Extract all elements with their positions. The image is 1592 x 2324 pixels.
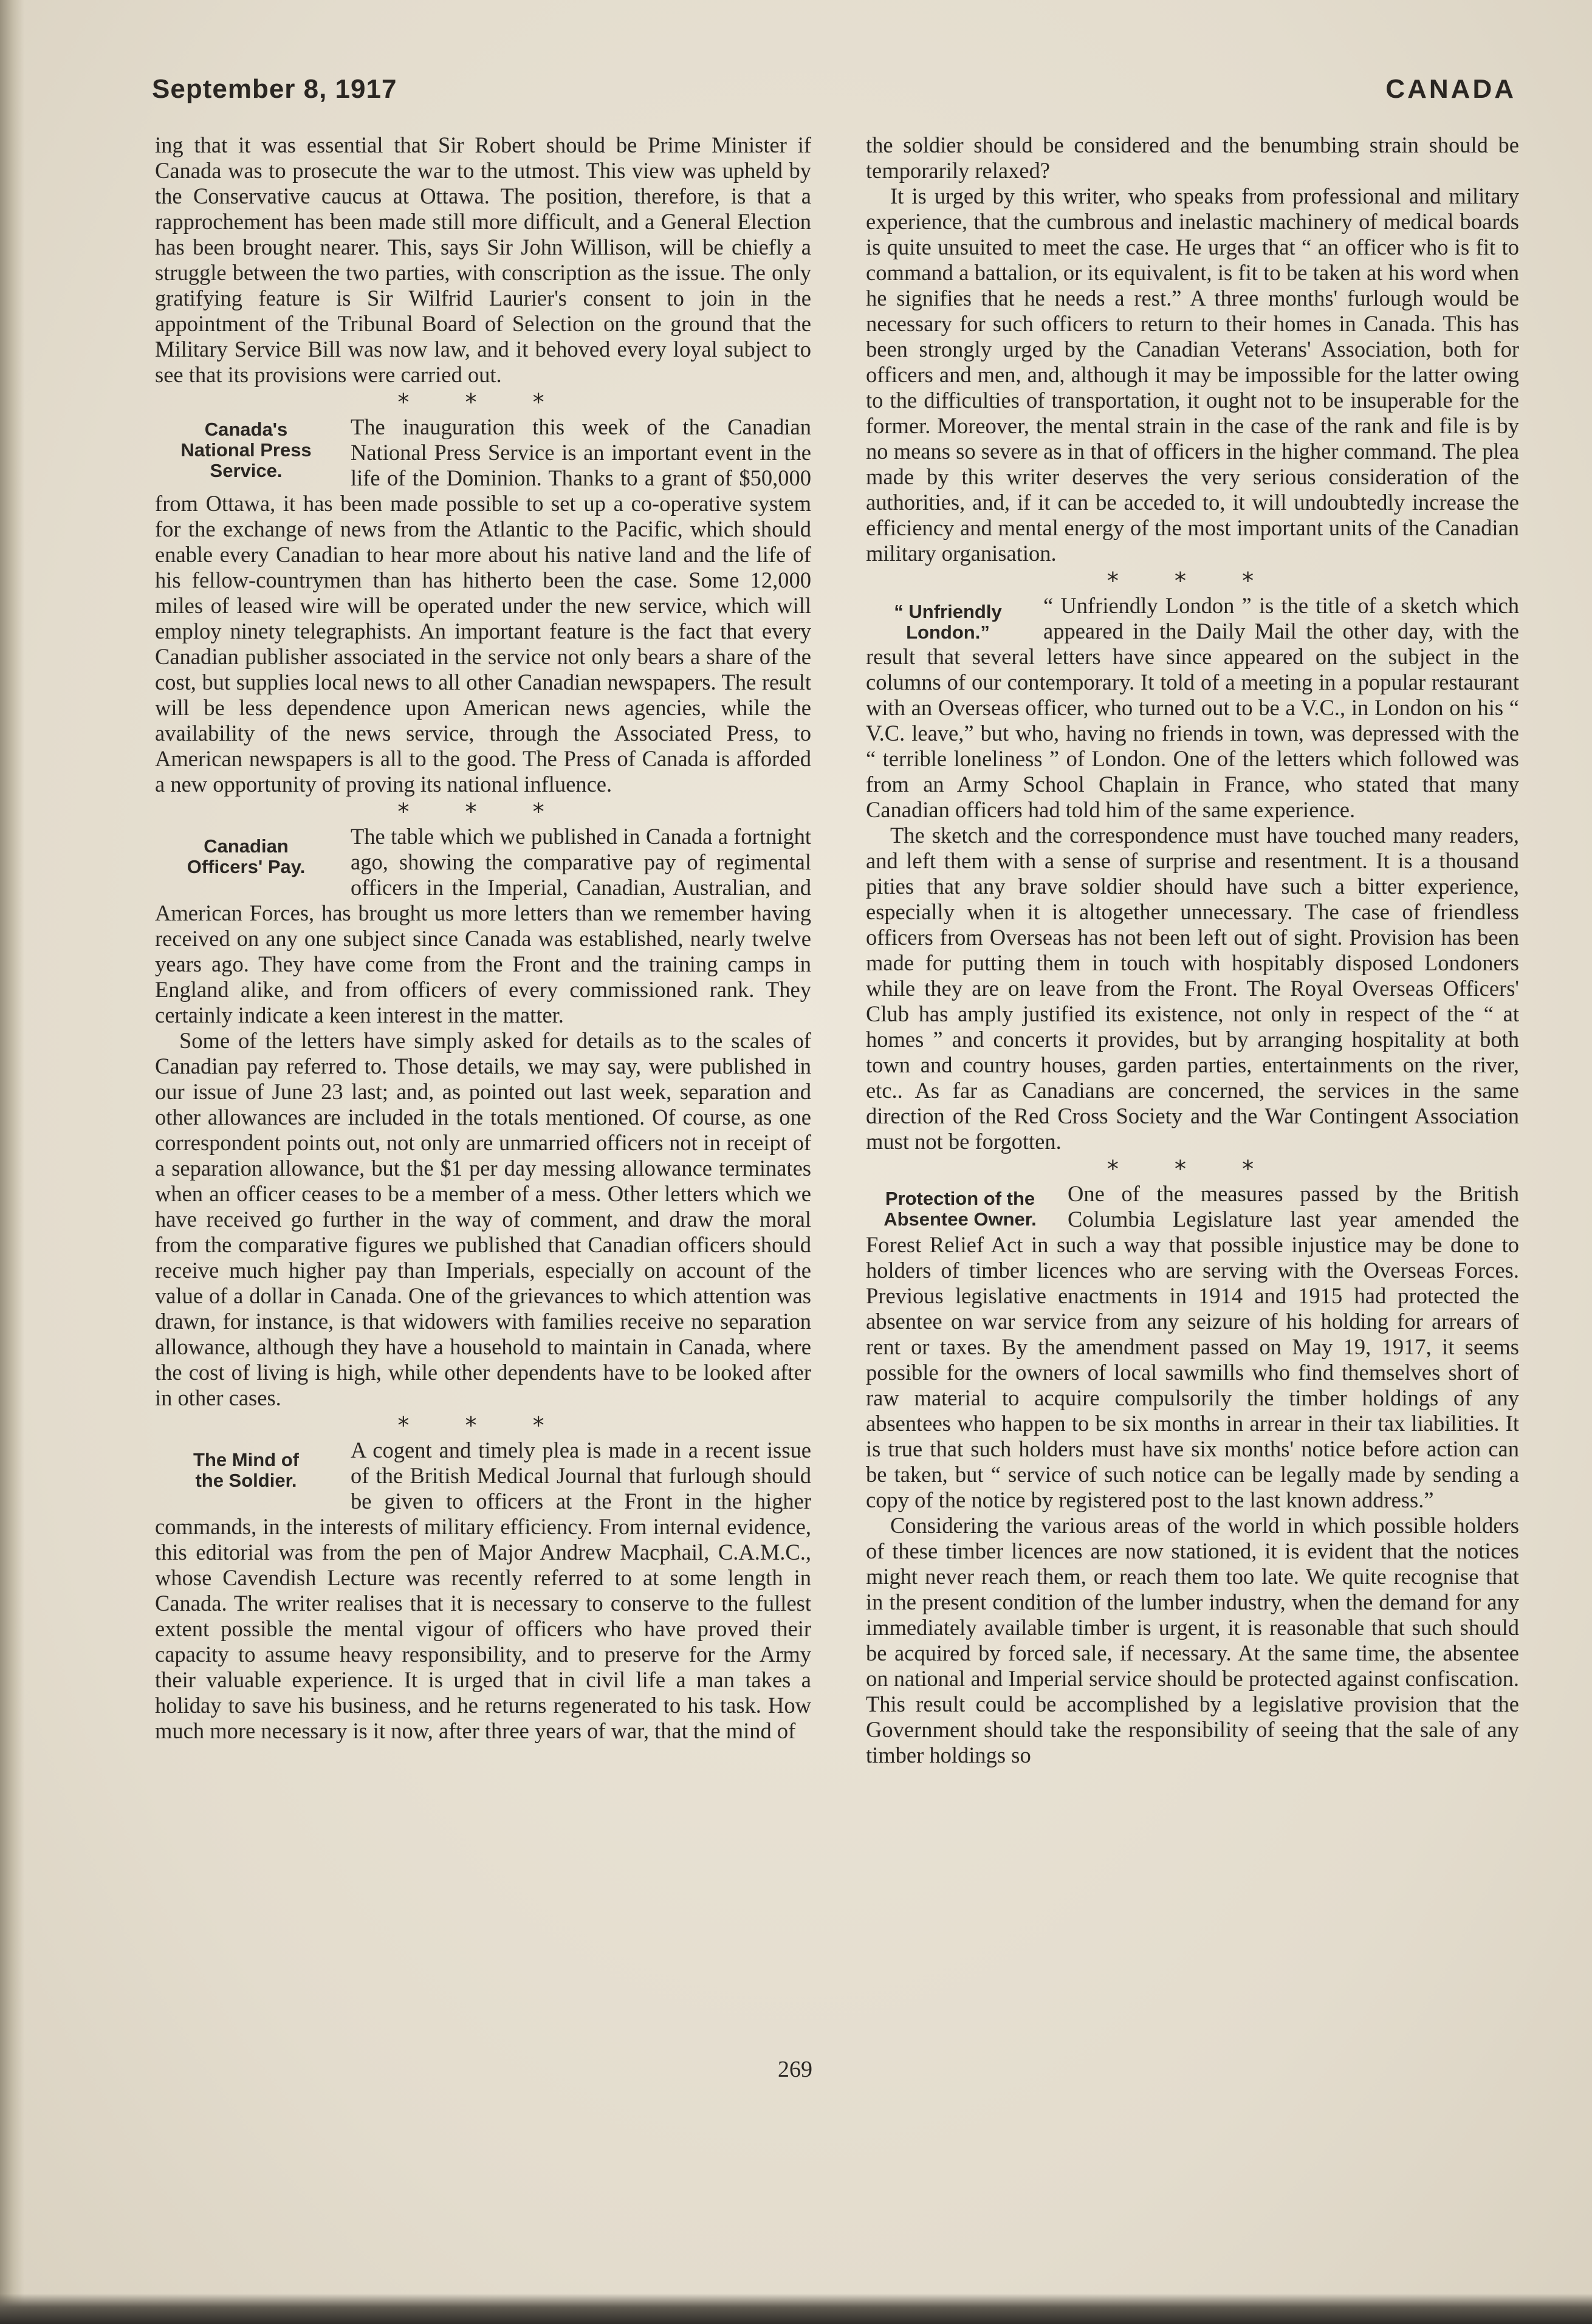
left-column	[155, 132, 811, 1744]
page-binding-shadow	[0, 0, 24, 2324]
page-number: 269	[778, 2057, 812, 2082]
section-divider: * * *	[397, 798, 569, 825]
section-body: One of the measures passed by the British Columbia Legislature last year amended the Forest Relief Act in such a way that possible injustice may be done to holders of timber licences who are serving with the Overseas Forces. Previous legislative enactments in 1914 and 1915 had protected the absentee on war service from any seizure of his holding for arrears of rent or taxes. By the amendment passed on May 19, 1917, it seems possible for the owners of local sawmills who find themselves short of raw material to acquire compulsorily the timber holdings of any absentees who happen to be six months in arrear in their tax liabilities. It is true that such holders must have six months' notice before action can be taken, but “ service of such notice can be legally made by sending a copy of the notice by registered post to the last known address.”	[866, 1181, 1519, 1512]
section-heading-national-press	[155, 419, 337, 481]
heading-line: National Press	[180, 439, 312, 461]
header-date: September 8, 1917	[152, 74, 397, 104]
section-divider: * * *	[1107, 1156, 1278, 1182]
article-continuation-paragraph: ing that it was essential that Sir Robert should be Prime Minister if Canada was to prosecute the war to the utmost. This view was upheld by the Conservative caucus at Ottawa. The position, therefore, is that a rapprochement has been made still more difficult, and a General Election has been brought nearer. This, says Sir John Willison, will be chiefly a struggle between the two parties, with conscription as the issue. The only gratifying feature is Sir Wilfrid Laurier's consent to join in the appointment of the Tribunal Board of Selection on the ground that the Military Service Bill was now law, and it behoved every loyal subject to see that its provisions were carried out.	[155, 132, 811, 387]
section-body: The inauguration this week of the Canadian National Press Service is an important event in the life of the Dominion. Thanks to a grant of $50,000 from Ottawa, it has been made possible to set up a co-operative system for the exchange of news from the Atlantic to the Pacific, which should enable every Canadian to hear more about his native land and the life of his fellow-countrymen than has hitherto been the case. Some 12,000 miles of leased wire will be operated under the new service, which will employ ninety telegraphists. An important feature is the fact that every Canadian publisher associated in the service not only bears a share of the cost, but supplies local news to all other Canadian newspapers. The result will be less dependence upon American news agencies, while the availability of the news service, through the Associated Press, to American newspapers is all to the good. The Press of Canada is afforded a new opportunity of proving its national influence.	[155, 414, 811, 797]
heading-line: Officers' Pay.	[187, 856, 306, 877]
section-body: Some of the letters have simply asked for details as to the scales of Canadian pay referred to. Those details, we may say, were published in our issue of June 23 last; and, as pointed out last week, separation and other allowances are included in the totals mentioned. Of course, as one correspondent points out, not only are unmarried officers not in receipt of a separation allowance, but the $1 per day messing allowance terminates when an officer ceases to be a member of a mess. Other letters which we have received go further in the way of comment, and draw the moral from the comparative figures we published that Canadian officers should receive much higher pay than Imperials, especially on account of the value of a dollar in Canada. One of the grievances to which attention was drawn, for instance, is that widowers with families receive no separation allowance, although they have a household to maintain in Canada, where the cost of living is high, while other dependents have to be looked after in other cases.	[155, 1028, 811, 1410]
heading-line: London.”	[906, 622, 990, 643]
section-body: The table which we published in Canada a fortnight ago, showing the comparative pay of regimental officers in the Imperial, Canadian, Australian, and American Forces, has brought us more letters than we remember having received on any one subject since Canada was established, nearly twelve years ago. They have come from the Front and the training camps in England alike, and from officers of every commissioned rank. They certainly indicate a keen interest in the matter.	[155, 824, 811, 1027]
section-body: A cogent and timely plea is made in a recent issue of the British Medical Journal that furlough should be given to officers at the Front in the higher commands, in the interests of military efficiency. From internal evidence, this editorial was from the pen of Major Andrew Macphail, C.A.M.C., whose Cavendish Lecture was recently referred to at some length in Canada. The writer realises that it is necessary to conserve to the fullest extent possible the mental vigour of officers who have proved their capacity to assume heavy responsibility, and to preserve for the Army their valuable experience. It is urged that in civil life a man takes a holiday to save his business, and he returns regenerated to his task. How much more necessary is it now, after three years of war, that the mind of	[155, 1438, 811, 1743]
section-heading-mind-of-soldier	[155, 1450, 337, 1491]
heading-line: the Soldier.	[195, 1470, 297, 1491]
section-divider: * * *	[397, 1412, 569, 1439]
running-header	[152, 74, 1516, 117]
right-column	[866, 132, 1519, 1768]
heading-line: The Mind of	[193, 1449, 299, 1470]
section-heading-officers-pay	[155, 836, 337, 877]
page-bottom-edge	[0, 2294, 1592, 2324]
heading-line: Absentee Owner.	[883, 1208, 1037, 1230]
section-absentee-owner	[866, 1181, 1519, 1768]
heading-line: Canada's	[204, 419, 288, 440]
section-national-press	[155, 414, 811, 797]
heading-line: “ Unfriendly	[894, 601, 1002, 622]
article-continuation-paragraph: the soldier should be considered and the benumbing strain should be temporarily relaxed?	[866, 132, 1519, 183]
section-officers-pay	[155, 824, 811, 1411]
section-body: The sketch and the correspondence must have touched many readers, and left them with a sense of surprise and resentment. It is a thousand pities that any brave soldier should have such a bitter experience, especially when it is altogether unnecessary. The case of friendless officers from Overseas has not been left out of sight. Provision has been made for putting them in touch with hospitably disposed Londoners while they are on leave from the Front. The Royal Overseas Officers' Club has amply justified its existence, not only in respect of the “ at homes ” and concerts it provides, but by arranging hospitality at both town and country houses, garden parties, entertainments on the river, etc.. As far as Canadians are concerned, the services in the same direction of the Red Cross Society and the War Contingent Association must not be forgotten.	[866, 823, 1519, 1154]
section-body: Considering the various areas of the world in which possible holders of these timber licences are now stationed, it is evident that the notices might never reach them, or reach them too late. We quite recognise that in the present condition of the lumber industry, when the demand for any immediately available timber is urgent, it is reasonable that such should be acquired by forced sale, if necessary. At the same time, the absentee on national and Imperial service should be protected against confiscation. This result could be accomplished by a legislative provision that the Government should take the responsibility of seeing that the sale of any timber holdings so	[866, 1513, 1519, 1767]
heading-line: Service.	[210, 460, 283, 481]
section-mind-of-soldier	[155, 1438, 811, 1744]
section-divider: * * *	[397, 389, 569, 416]
header-publication-title: CANADA	[1385, 74, 1516, 104]
section-unfriendly-london	[866, 593, 1519, 1154]
heading-line: Canadian	[204, 835, 289, 857]
section-body: It is urged by this writer, who speaks from professional and military experience, that the cumbrous and inelastic machinery of medical boards is quite unsuited to meet the case. He urges that “ an officer who is fit to command a battalion, or its equivalent, is fit to be taken at his word when he signifies that he needs a rest.” A three months' furlough would be necessary for such officers to return to their homes in Canada. This has been strongly urged by the Canadian Veterans' Association, both for officers and men, and, although it may be impossible for the latter owing to the difficulties of transportation, it ought not to be insuperable for the former. Moreover, the mental strain in the case of the rank and file is by no means so severe as in that of officers in the higher command. The plea made by this writer deserves the very serious consideration of the authorities, and, if it can be acceded to, it will undoubtedly increase the efficiency and mental energy of the most important units of the Canadian military organisation.	[866, 183, 1519, 566]
heading-line: Protection of the	[885, 1188, 1035, 1209]
section-body: “ Unfriendly London ” is the title of a sketch which appeared in the Daily Mail the other day, with the result that several letters have since appeared on the subject in the columns of our contemporary. It told of a meeting in a popular restaurant with an Overseas officer, who turned out to be a V.C., in London on his “ V.C. leave,” but who, having no friends in town, was depressed with the “ terrible loneliness ” of London. One of the letters which followed was from an Army School Chaplain in France, who stated that many Canadian officers had told him of the same experience.	[866, 593, 1519, 822]
section-heading-unfriendly-london	[866, 602, 1030, 643]
section-divider: * * *	[1107, 567, 1278, 594]
section-heading-absentee-owner	[866, 1188, 1054, 1230]
